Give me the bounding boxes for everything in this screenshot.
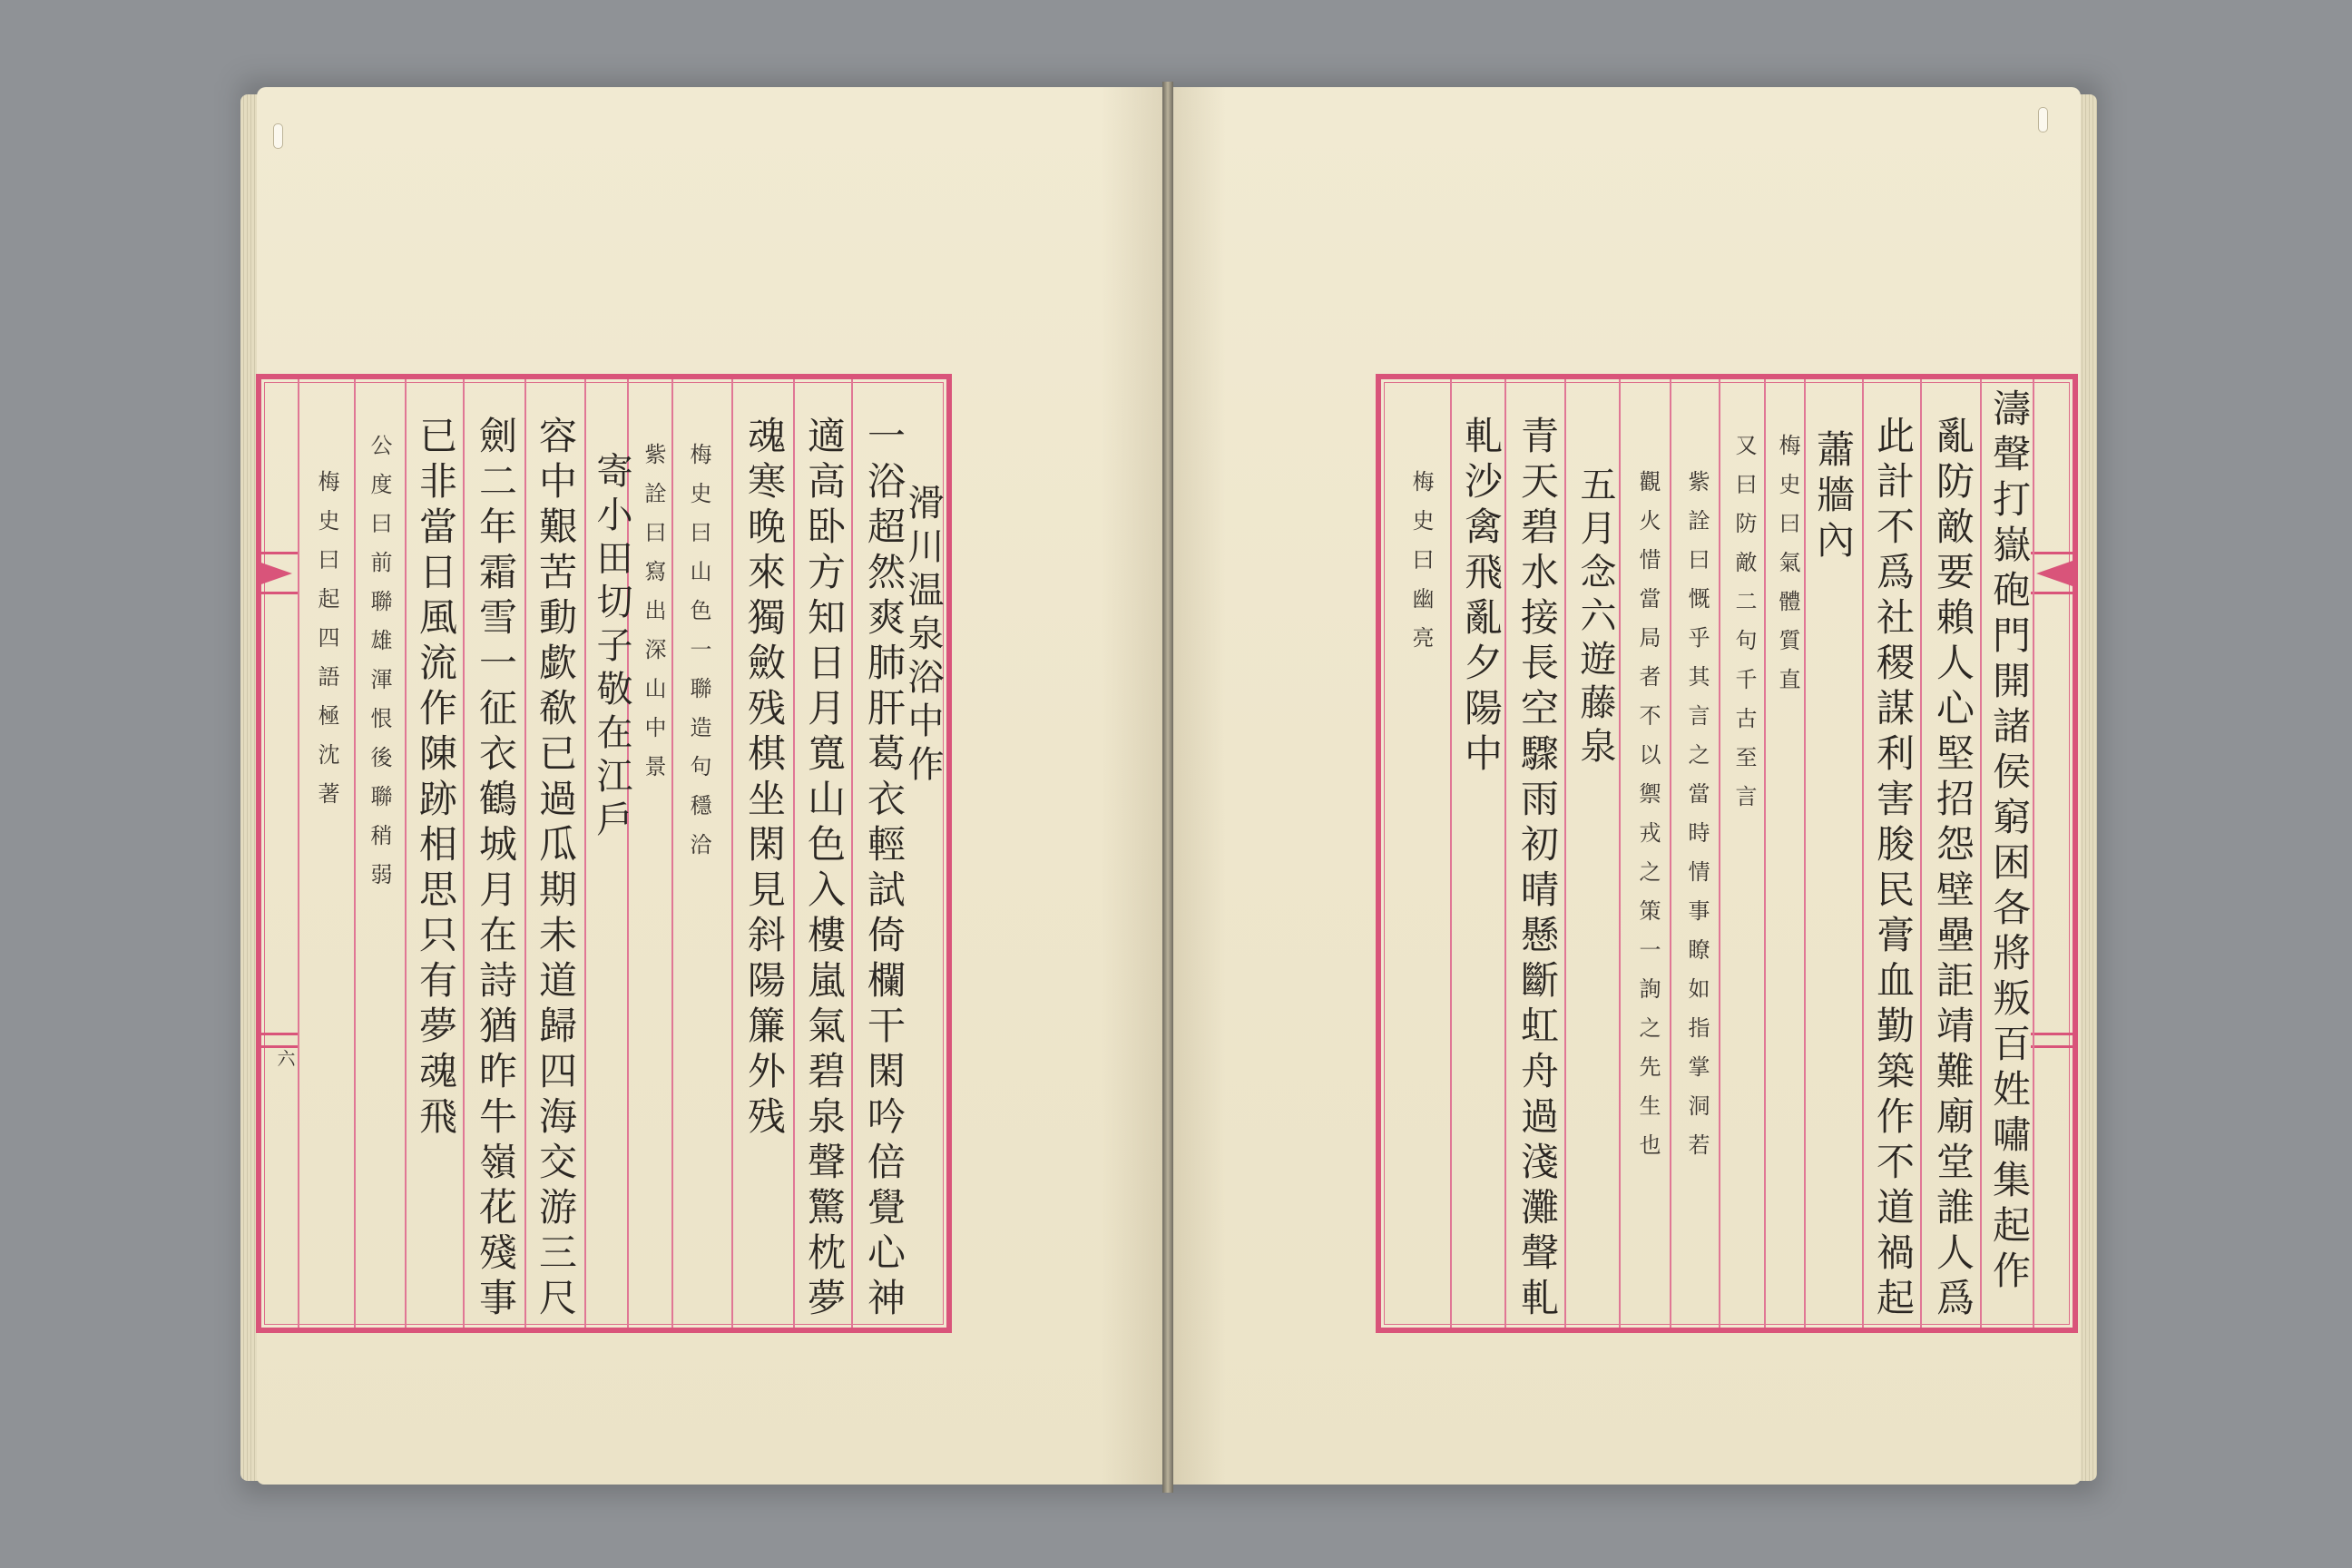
note-column: 公度曰前聯雄渾恨後聯稍弱	[367, 434, 392, 902]
fishtail-lower	[256, 1033, 298, 1051]
poem-title: 寄小田切子敬在江戶	[591, 452, 632, 844]
left-page-frame	[256, 374, 952, 1333]
poem-column: 魂寒晚來獨斂残棋坐閑見斜陽簾外残	[742, 416, 787, 1142]
poem-column: 適高卧方知日月寬山色入樓嵐氣碧泉聲驚枕夢	[802, 416, 847, 1323]
poem-title: 五月念六遊藤泉	[1574, 466, 1616, 770]
binding-hole	[2038, 107, 2048, 132]
poem-column: 一浴超然爽肺肝葛衣輕試倚欄干閑吟倍覺心神	[862, 416, 906, 1323]
poem-column: 已非當日風流作陳跡相思只有夢魂飛	[414, 416, 458, 1142]
fishtail-mark	[256, 552, 298, 597]
poem-column: 容中艱苦動歔欷已過瓜期未道歸四海交游三尺	[534, 416, 578, 1323]
note-column: 觀火惜當局者不以禦戎之策一詢之先生也	[1635, 470, 1661, 1172]
fishtail-lower	[2031, 1033, 2073, 1051]
note-column: 紫詮曰慨乎其言之當時情事瞭如指掌洞若	[1684, 470, 1710, 1172]
poem-column: 軋沙禽飛亂夕陽中	[1459, 416, 1504, 779]
right-page-frame	[1376, 374, 2078, 1333]
poem-column: 此計不爲社稷謀利害朘民膏血勤築作不道禍起	[1871, 416, 1916, 1323]
fishtail-icon	[256, 552, 298, 597]
book-gutter	[1162, 82, 1173, 1493]
poem-column: 濤聲打嶽砲門開諸侯窮困各將叛百姓嘯集起作	[1987, 388, 2032, 1296]
poem-column: 青天碧水接長空驟雨初晴懸斷虹舟過淺灘聲軋	[1515, 416, 1560, 1323]
page-number: 六	[274, 1049, 296, 1067]
poem-column: 亂防敵要賴人心堅招怨壁壘詎靖難廟堂誰人爲	[1931, 416, 1975, 1323]
note-column: 又曰防敵二句千古至言	[1731, 434, 1757, 824]
note-column: 紫詮曰寫出深山中景	[641, 443, 666, 794]
note-column: 梅史曰起四語極沈著	[314, 470, 339, 821]
binding-hole	[273, 123, 283, 149]
right-page-edges	[2079, 94, 2097, 1481]
poem-column: 劍二年霜雪一征衣鶴城月在詩猶昨牛嶺花殘事	[474, 416, 518, 1323]
note-column: 梅史曰山色一聯造句穩洽	[686, 443, 711, 872]
poem-title: 滑川温泉浴中作	[902, 484, 944, 789]
note-column: 梅史曰幽亮	[1408, 470, 1434, 665]
note-column: 梅史曰氣體質直	[1775, 434, 1800, 707]
left-page	[257, 87, 1164, 1485]
right-page	[1171, 87, 2081, 1485]
fishtail-icon	[2031, 552, 2073, 597]
fishtail-mark	[2031, 552, 2073, 597]
poem-column: 蕭牆內	[1811, 429, 1856, 565]
